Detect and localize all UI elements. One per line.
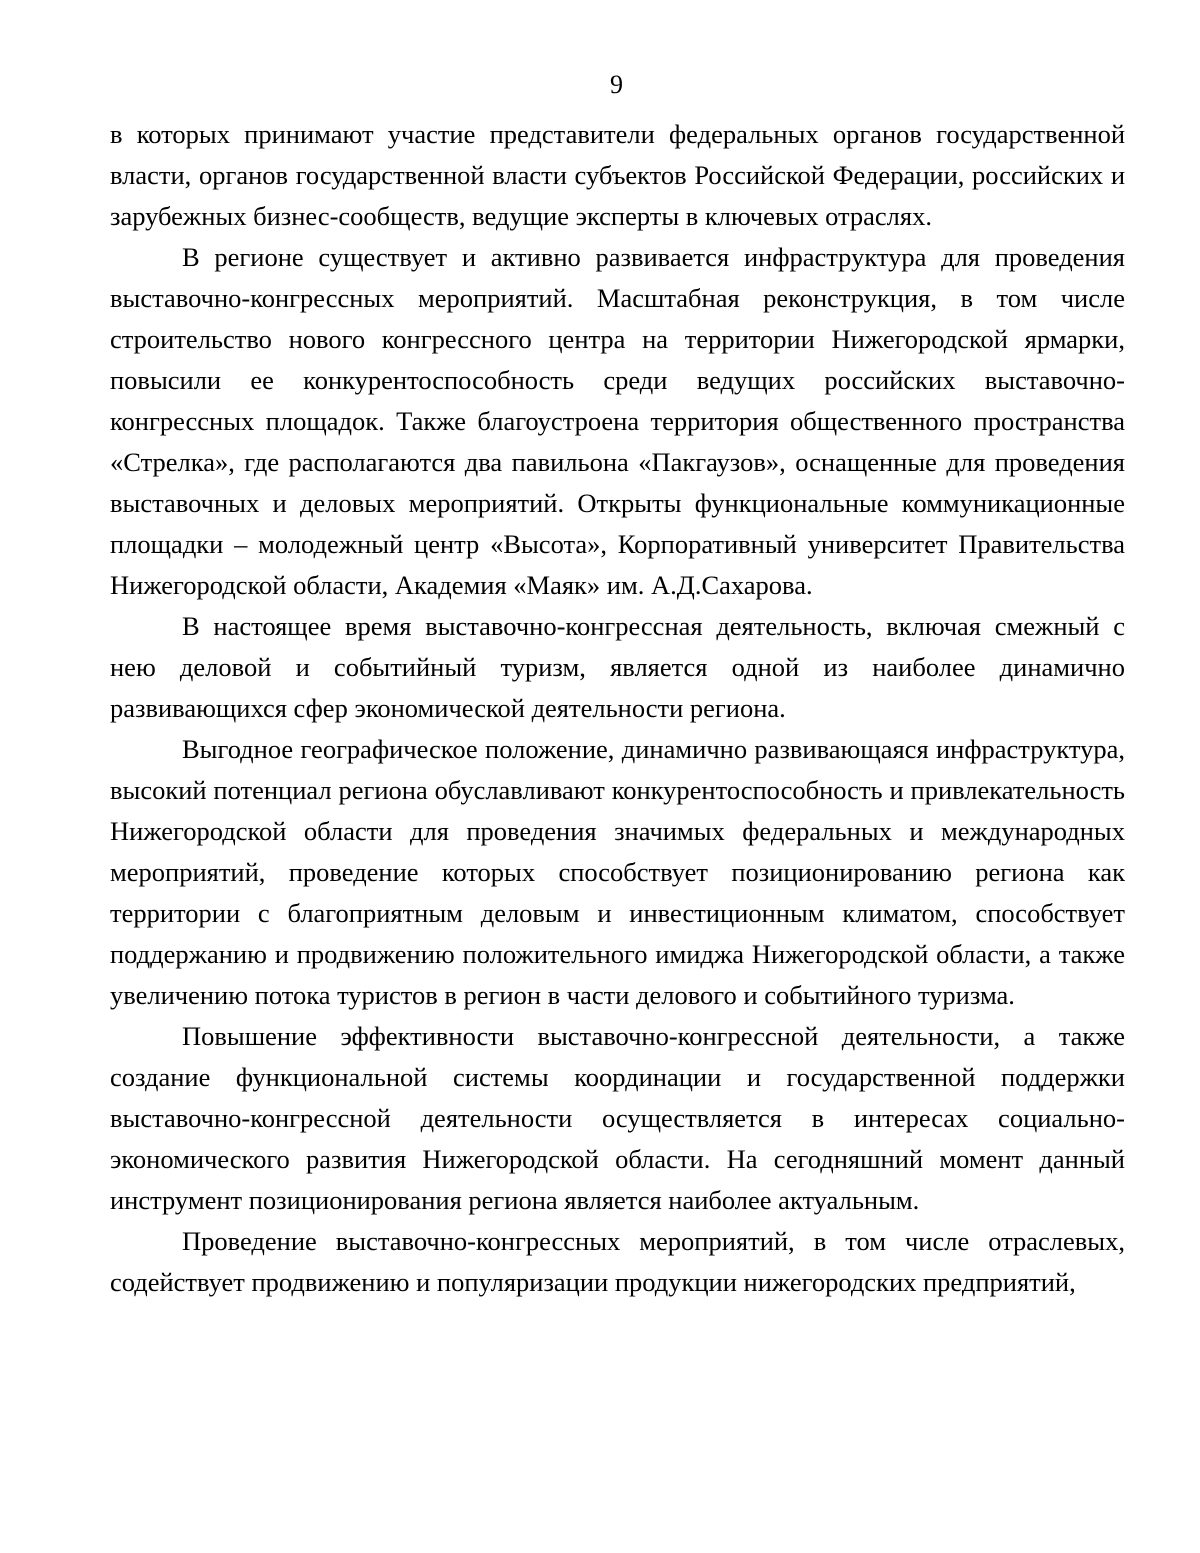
paragraph-continuation: в которых принимают участие представители федеральных органов государственной власти, органов государственной власти субъектов Российской Федерации, российских и зарубежных бизнес-сообществ, ведущие эксперты в ключевых отраслях. [110,119,1125,231]
paragraph-infrastructure: В регионе существует и активно развивается инфраструктура для проведения выставочно-конгрессных мероприятий. Масштабная реконструкция, в том числе строительство нового конгрессного центра на территории Нижегородской ярмарки, повысили ее конкурентоспособность среди ведущих российских выставочно-конгрессных площадок. Также благоустроена территория общественного пространства «Стрелка», где располагаются два павильона «Пакгаузов», оснащенные для проведения выставочных и деловых мероприятий. Открыты функциональные коммуникационные площадки – молодежный центр «Высота», Корпоративный университет Правительства Нижегородской области, Академия «Маяк» им. А.Д.Сахарова. [110,242,1125,600]
page-number: 9 [610,70,623,99]
document-body [110,114,1125,1303]
paragraph-current-activity: В настоящее время выставочно-конгрессная деятельность, включая смежный с нею деловой и событийный туризм, является одной из наиболее динамично развивающихся сфер экономической деятельности региона. [110,611,1125,723]
paragraph-efficiency: Повышение эффективности выставочно-конгрессной деятельности, а также создание функциональной системы координации и государственной поддержки выставочно-конгрессной деятельности осуществляется в интересах социально-экономического развития Нижегородской области. На сегодняшний момент данный инструмент позиционирования региона является наиболее актуальным. [110,1021,1125,1215]
paragraph-advantages: Выгодное географическое положение, динамично развивающаяся инфраструктура, высокий потенциал региона обуславливают конкурентоспособность и привлекательность Нижегородской области для проведения значимых федеральных и международных мероприятий, проведение которых способствует позиционированию региона как территории с благоприятным деловым и инвестиционным климатом, способствует поддержанию и продвижению положительного имиджа Нижегородской области, а также увеличению потока туристов в регион в части делового и событийного туризма. [110,734,1125,1010]
paragraph-events: Проведение выставочно-конгрессных мероприятий, в том числе отраслевых, содействует продвижению и популяризации продукции нижегородских предприятий, [110,1226,1125,1297]
